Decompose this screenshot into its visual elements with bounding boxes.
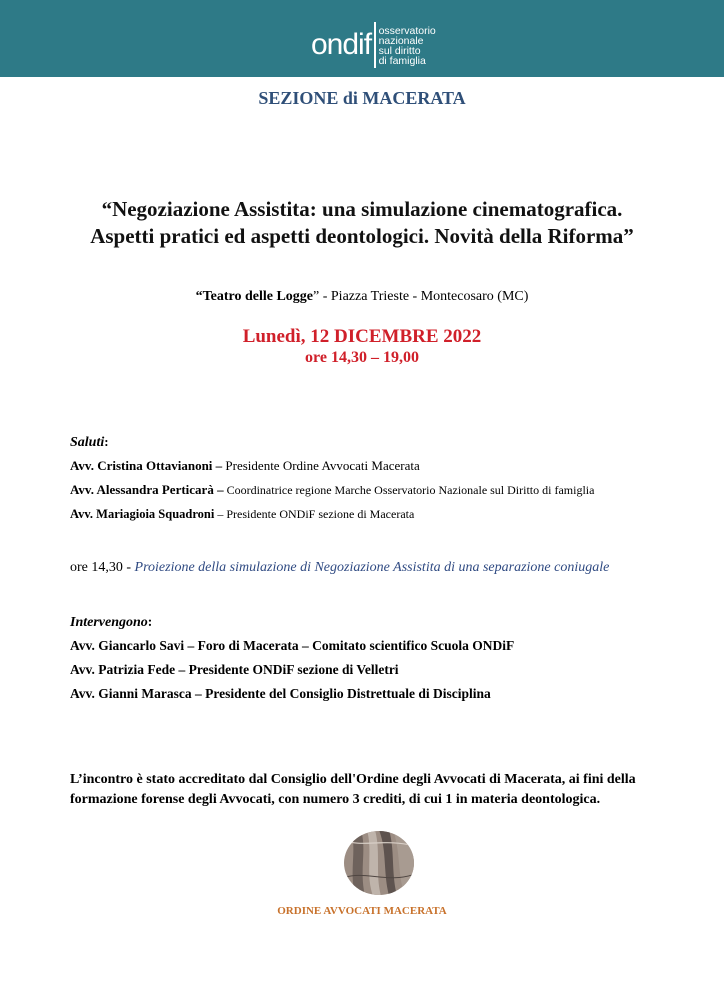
projection-time: ore 14,30 -	[70, 560, 135, 575]
speaker-name: Avv. Alessandra Perticarà –	[70, 482, 224, 497]
speaker-item: Avv. Gianni Marasca – Presidente del Consiglio Distrettuale di Disciplina	[70, 686, 491, 701]
speaker-name: Avv. Cristina Ottavianoni –	[70, 458, 223, 473]
event-title-line-1: “Negoziazione Assistita: una simulazione cinematografica.	[101, 197, 623, 221]
event-date: Lunedì, 12 DICEMBRE 2022	[242, 326, 482, 347]
intervengono-heading: Intervengono	[70, 615, 148, 630]
speaker-item: Avv. Giancarlo Savi – Foro di Macerata – Comitato scientifico Scuola ONDiF	[70, 638, 515, 653]
speaker-name: Avv. Mariagioia Squadroni	[70, 507, 215, 521]
logo-line: nazionale	[378, 35, 424, 47]
saluti-heading: Saluti	[70, 435, 105, 450]
accreditation-note: L’incontro è stato accreditato dal Consiglio dell'Ordine degli Avvocati di Macerata, ai fini della formazione forense degli Avvocati, con numero 3 crediti, di cui 1 in materia deontologica.	[70, 772, 636, 807]
speaker-role: Presidente Ordine Avvocati Macerata	[222, 458, 420, 473]
logo-line: sul diritto	[378, 45, 421, 57]
venue-location: ” - Piazza Trieste - Montecosaro (MC)	[313, 289, 529, 304]
logo-line: di famiglia	[378, 55, 426, 67]
venue-name: “Teatro delle Logge	[195, 289, 314, 304]
intervengono-section: Intervengono: Avv. Giancarlo Savi – Foro di Macerata – Comitato scientifico Scuola ONDiF Avv. Patrizia Fede – Presidente ONDiF sezione di Velletri Avv. Gianni Marasca – Presidente del Consiglio Distrettuale di Disciplina	[70, 610, 514, 706]
saluti-section: Saluti: Avv. Cristina Ottavianoni – Presidente Ordine Avvocati Macerata Avv. Alessandra Perticarà – Coordinatrice regione Marche Osservatorio Nazionale sul Diritto di famiglia Avv. Mariagioia Squadroni – Presidente ONDiF sezione di Macerata	[70, 430, 594, 526]
speaker-role: Coordinatrice regione Marche Osservatorio Nazionale sul Diritto di famiglia	[223, 483, 595, 497]
speaker-item: Avv. Patrizia Fede – Presidente ONDiF sezione di Velletri	[70, 662, 399, 677]
org-name: ORDINE AVVOCATI MACERATA	[277, 905, 447, 917]
event-time: ore 14,30 – 19,00	[305, 349, 419, 366]
bar-association-emblem	[343, 830, 415, 896]
header-bar	[0, 0, 724, 77]
ondif-logo	[311, 22, 436, 68]
event-title	[0, 196, 724, 250]
saluti-item	[70, 478, 594, 502]
saluti-item	[70, 502, 594, 526]
logo-text	[379, 22, 436, 66]
speaker-role: – Presidente ONDiF sezione di Macerata	[214, 507, 415, 521]
logo-word: ondif	[311, 28, 372, 61]
logo-divider	[374, 22, 376, 68]
event-datetime	[0, 326, 724, 368]
projection-text: Proiezione della simulazione di Negoziazione Assistita di una separazione coniugale	[134, 560, 610, 575]
projection-line	[70, 560, 609, 576]
event-title-line-2: Aspetti pratici ed aspetti deontologici. Novità della Riforma”	[90, 224, 634, 248]
section-title: SEZIONE di MACERATA	[258, 88, 466, 108]
saluti-item	[70, 454, 594, 478]
event-venue	[0, 289, 724, 305]
logo-line: osservatorio	[378, 25, 436, 37]
